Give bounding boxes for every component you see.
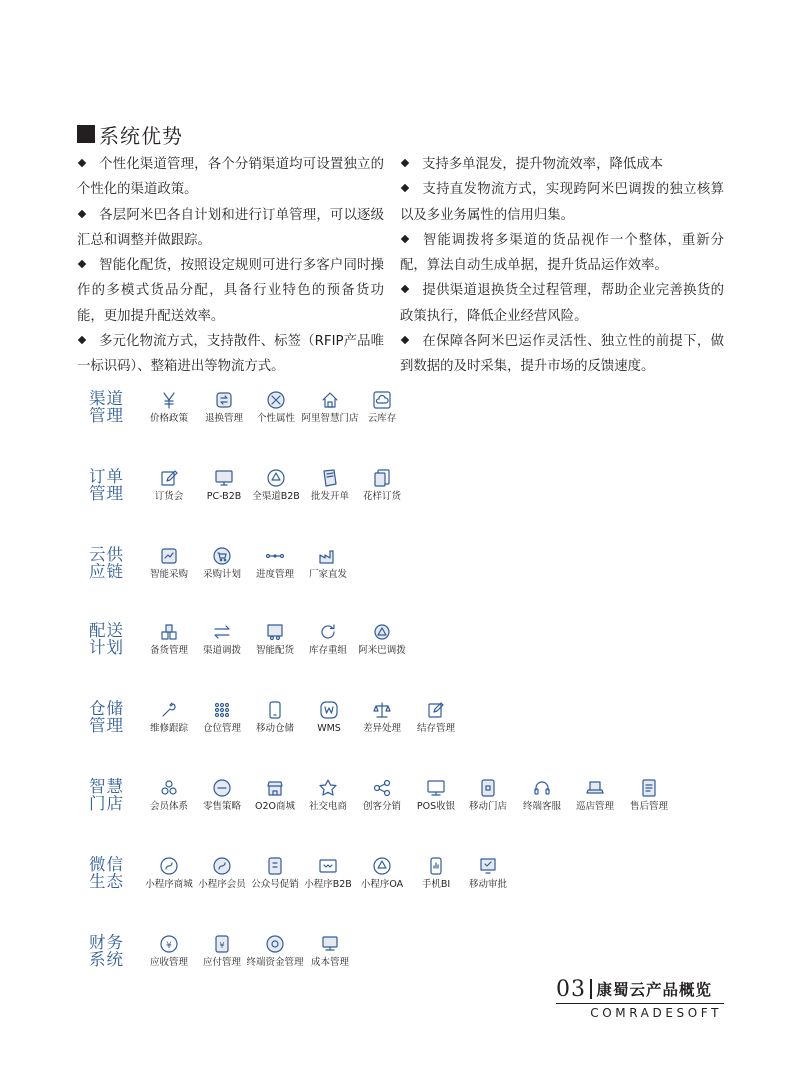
feature-label: 应付管理 bbox=[202, 957, 241, 968]
diamond-bullet-icon bbox=[401, 159, 409, 167]
payable-icon bbox=[212, 934, 232, 954]
pencil-icon bbox=[159, 468, 179, 488]
category-label: 微信生态 bbox=[89, 855, 124, 891]
feature-label: 成本管理 bbox=[310, 957, 349, 968]
feature-label: 移动仓储 bbox=[255, 723, 294, 734]
fund-icon bbox=[265, 934, 285, 954]
diamond-bullet-icon bbox=[401, 235, 409, 243]
feature-label: 移动审批 bbox=[468, 879, 507, 890]
advantage-bullet: 在保障各阿米巴运作灵活性、独立性的前提下，做到数据的及时采集，提升市场的反馈速度。 bbox=[400, 334, 724, 375]
mobile-icon bbox=[265, 700, 285, 720]
store-icon bbox=[265, 778, 285, 798]
members-icon bbox=[159, 778, 179, 798]
feature-item bbox=[350, 622, 414, 658]
diamond-bullet-icon bbox=[401, 184, 409, 192]
feature-label: 手机BI bbox=[421, 879, 451, 890]
title-square-mark bbox=[77, 125, 95, 143]
feature-label: 移动门店 bbox=[468, 801, 507, 812]
advantage-bullet: 支持直发物流方式，实现跨阿米巴调拨的独立核算以及多业务属性的信用归集。 bbox=[400, 182, 724, 223]
diamond-bullet-icon bbox=[78, 336, 86, 344]
feature-label: 渠道调拨 bbox=[202, 645, 241, 656]
pos-icon bbox=[426, 778, 446, 798]
advantage-bullet: 个性化渠道管理，各个分销渠道均可设置独立的个性化的渠道政策。 bbox=[77, 157, 384, 198]
approval-icon bbox=[478, 856, 498, 876]
feature-item bbox=[350, 468, 414, 504]
feature-item bbox=[350, 390, 414, 426]
feature-label: 退换管理 bbox=[204, 413, 243, 424]
feature-label: 小程序商城 bbox=[145, 879, 193, 890]
feature-label: 创客分销 bbox=[362, 801, 401, 812]
feature-label: 社交电商 bbox=[308, 801, 347, 812]
diamond-bullet-icon bbox=[78, 209, 86, 217]
feature-label: 智能配货 bbox=[255, 645, 294, 656]
category-label: 智慧门店 bbox=[89, 777, 124, 813]
mini-member-icon bbox=[212, 856, 232, 876]
product-overview-title: 康蜀云产品概览 bbox=[596, 981, 713, 999]
cloud-icon bbox=[372, 390, 392, 410]
feature-label: 订货会 bbox=[154, 491, 184, 502]
feature-label: 差异处理 bbox=[362, 723, 401, 734]
category-label: 财务系统 bbox=[89, 933, 124, 969]
feature-label: 花样订货 bbox=[362, 491, 401, 502]
phone-bi-icon bbox=[426, 856, 446, 876]
advantage-bullet: 支持多单混发，提升物流效率，降低成本 bbox=[400, 152, 724, 177]
mobile-store-icon bbox=[478, 778, 498, 798]
receivable-icon bbox=[159, 934, 179, 954]
feature-label: 库存重组 bbox=[308, 645, 347, 656]
sale-icon bbox=[212, 778, 232, 798]
feature-item bbox=[456, 856, 520, 892]
footer-divider bbox=[590, 979, 592, 999]
advantage-bullet: 多元化物流方式，支持散件、标签（RFIP产品唯一标识码）、整箱进出等物流方式。 bbox=[77, 334, 384, 375]
feature-label: 结存管理 bbox=[416, 723, 455, 734]
laptop-icon bbox=[585, 778, 605, 798]
diamond-bullet-icon bbox=[401, 285, 409, 293]
wms-icon bbox=[319, 700, 339, 720]
feature-label: PC-B2B bbox=[206, 491, 242, 502]
wrench-icon bbox=[159, 700, 179, 720]
diamond-bullet-icon bbox=[401, 336, 409, 344]
feature-item bbox=[617, 778, 681, 814]
category-label: 仓储管理 bbox=[89, 699, 124, 735]
transfer-icon bbox=[212, 622, 232, 642]
page-footer bbox=[556, 977, 724, 1020]
section-title: 系统优势 bbox=[99, 123, 183, 148]
feature-label: 进度管理 bbox=[255, 569, 294, 580]
promo-icon bbox=[265, 856, 285, 876]
home-icon bbox=[320, 390, 340, 410]
mini-b2b-icon bbox=[318, 856, 338, 876]
feature-label: 小程序OA bbox=[360, 879, 404, 890]
feature-label: 批发开单 bbox=[310, 491, 349, 502]
category-label: 渠道管理 bbox=[89, 389, 124, 425]
factory-icon bbox=[318, 546, 338, 566]
feature-label: 小程序B2B bbox=[304, 879, 352, 890]
share-icon bbox=[372, 778, 392, 798]
feature-label: WMS bbox=[317, 723, 341, 734]
boxes-icon bbox=[159, 622, 179, 642]
cart-icon bbox=[212, 546, 232, 566]
feature-item bbox=[298, 934, 362, 970]
feature-label: 终端资金管理 bbox=[246, 957, 304, 968]
feature-label: 公众号促销 bbox=[251, 879, 299, 890]
svg-text:¥: ¥ bbox=[219, 941, 225, 950]
balance-icon bbox=[372, 700, 392, 720]
feature-label: 会员体系 bbox=[149, 801, 188, 812]
feature-label: POS收银 bbox=[416, 801, 456, 812]
feature-label: 价格政策 bbox=[149, 413, 188, 424]
omni-channel-icon bbox=[266, 468, 286, 488]
advantage-bullet: 各层阿米巴各自计划和进行订单管理，可以逐级汇总和调整并做跟踪。 bbox=[77, 207, 384, 248]
refresh-icon bbox=[318, 622, 338, 642]
feature-label: 采购计划 bbox=[202, 569, 241, 580]
feature-label: 巡店管理 bbox=[575, 801, 614, 812]
feature-label: 小程序会员 bbox=[198, 879, 246, 890]
edit-icon bbox=[426, 700, 446, 720]
feature-label: 智能采购 bbox=[149, 569, 188, 580]
distribution-icon bbox=[265, 622, 285, 642]
diamond-bullet-icon bbox=[78, 260, 86, 268]
mini-mall-icon bbox=[159, 856, 179, 876]
advantages-right-column bbox=[400, 152, 724, 380]
feature-label: 售后管理 bbox=[629, 801, 668, 812]
feature-label: 个性属性 bbox=[256, 413, 295, 424]
progress-icon bbox=[265, 546, 285, 566]
social-icon bbox=[318, 778, 338, 798]
page-number: 03 bbox=[556, 976, 586, 1002]
mini-oa-icon bbox=[372, 856, 392, 876]
feature-item bbox=[404, 700, 468, 736]
feature-item bbox=[296, 546, 360, 582]
feature-label: 厂家直发 bbox=[308, 569, 347, 580]
category-label: 订单管理 bbox=[89, 467, 124, 503]
feature-label: 阿里智慧门店 bbox=[301, 413, 359, 424]
monitor-icon bbox=[214, 468, 234, 488]
notebook-icon bbox=[320, 468, 340, 488]
yen-icon bbox=[159, 390, 179, 410]
cards-icon bbox=[372, 468, 392, 488]
section-header bbox=[77, 121, 183, 147]
smart-purchase-icon bbox=[159, 546, 179, 566]
feature-label: 阿米巴调拨 bbox=[358, 645, 406, 656]
feature-label: 维修跟踪 bbox=[149, 723, 188, 734]
advantage-bullet: 智能调拨将多渠道的货品视作一个整体，重新分配，算法自动生成单据，提升货品运作效率。 bbox=[400, 232, 724, 274]
brand-name-en: COMRADESOFT bbox=[590, 1006, 722, 1020]
exchange-icon bbox=[214, 390, 234, 410]
feature-label: 仓位管理 bbox=[202, 723, 241, 734]
amoeba-icon bbox=[372, 622, 392, 642]
feature-label: O2O商城 bbox=[255, 801, 295, 812]
feature-label: 终端客服 bbox=[522, 801, 561, 812]
category-label: 配送计划 bbox=[89, 621, 124, 657]
feature-label: 零售策略 bbox=[202, 801, 241, 812]
feature-label: 全渠道B2B bbox=[252, 491, 300, 502]
footer-rule bbox=[556, 1003, 724, 1004]
advantages-left-column bbox=[77, 152, 384, 380]
cost-icon bbox=[320, 934, 340, 954]
diamond-bullet-icon bbox=[78, 159, 86, 167]
headset-icon bbox=[532, 778, 552, 798]
after-sale-icon bbox=[639, 778, 659, 798]
feature-label: 应收管理 bbox=[149, 957, 188, 968]
svg-text:¥: ¥ bbox=[166, 941, 172, 951]
feature-label: 备货管理 bbox=[149, 645, 188, 656]
advantage-bullet: 提供渠道退换货全过程管理，帮助企业完善换货的政策执行，降低企业经营风险。 bbox=[400, 283, 724, 324]
category-label: 云供应链 bbox=[89, 545, 124, 581]
grid-icon bbox=[212, 700, 232, 720]
tools-icon bbox=[266, 390, 286, 410]
advantage-bullet: 智能化配货，按照设定规则可进行多客户同时操作的多模式货品分配，具备行业特色的预备货功能，更加提升配送效率。 bbox=[77, 258, 384, 324]
feature-label: 云库存 bbox=[367, 413, 397, 424]
